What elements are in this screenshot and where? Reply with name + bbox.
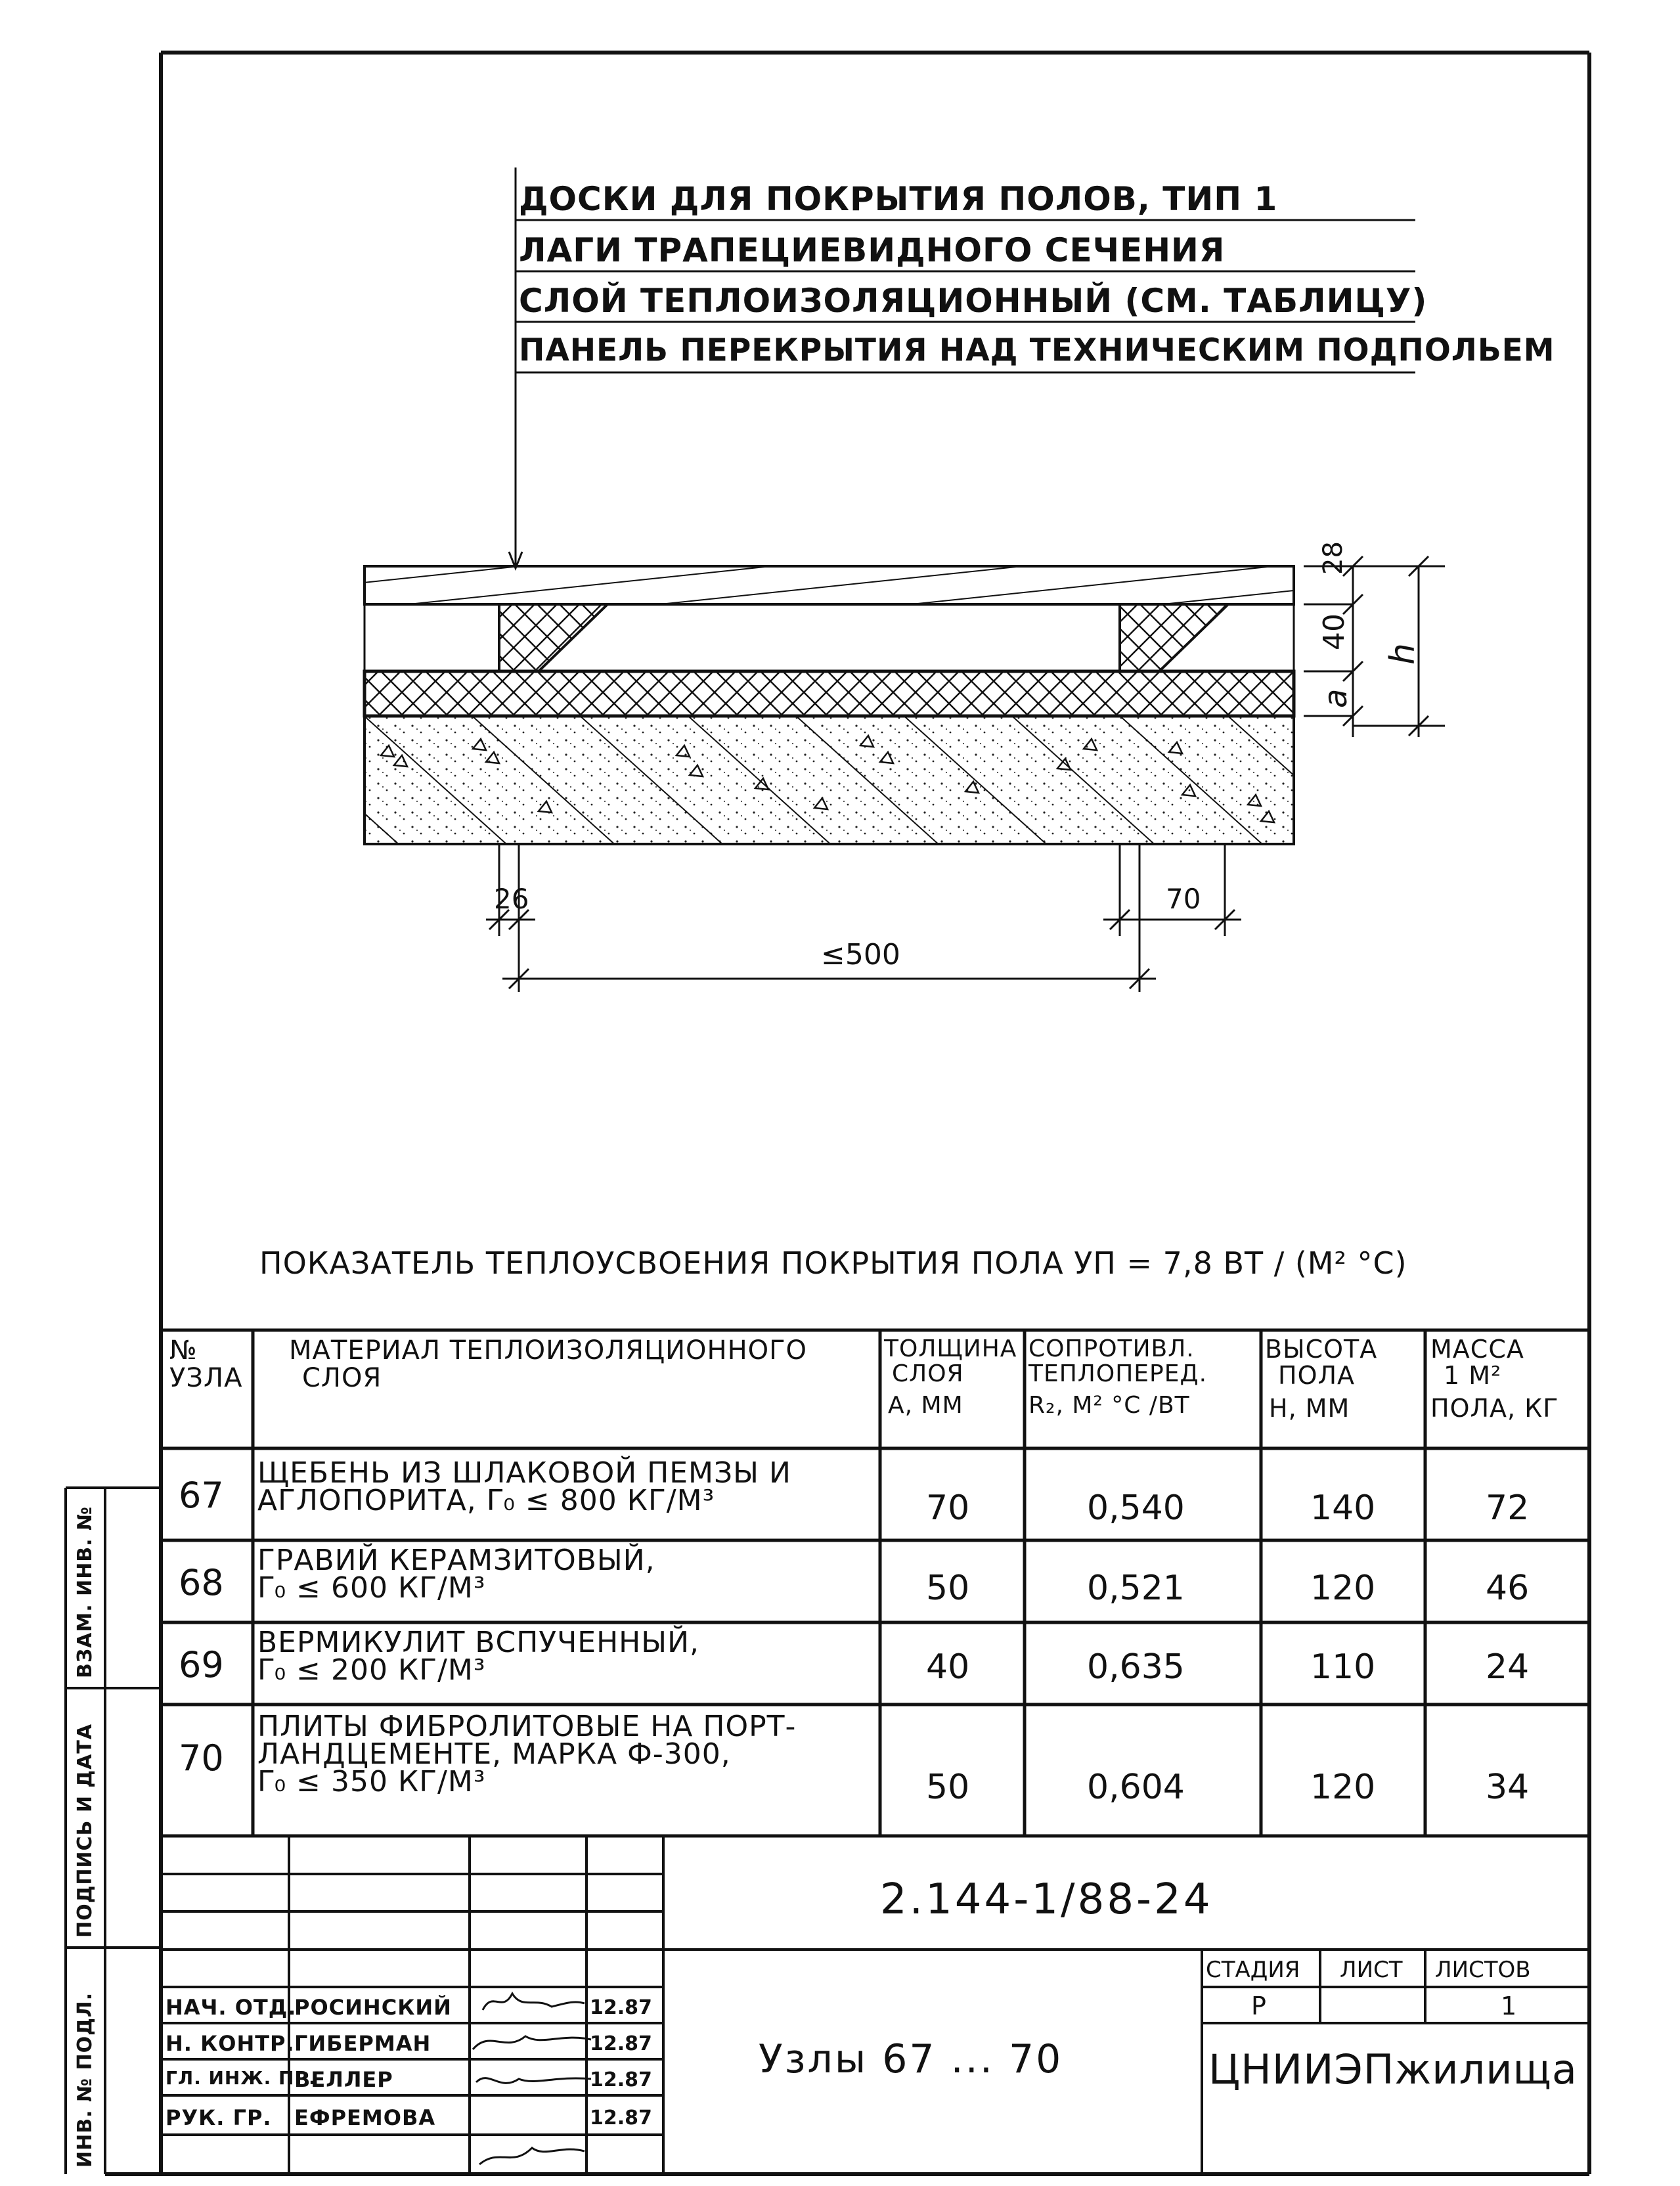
row-material: ГРАВИЙ КЕРАМЗИТОВЫЙ, Γ₀ ≤ 600 КГ/М³ — [257, 1544, 655, 1605]
joist-right — [1120, 604, 1228, 671]
row-thickness: 40 — [926, 1647, 970, 1687]
row-material: ПЛИТЫ ФИБРОЛИТОВЫЕ НА ПОРТ- ЛАНДЦЕМЕНТЕ, МАРКА Ф-300, Γ₀ ≤ 350 КГ/М³ — [257, 1710, 797, 1798]
signature-role: РУК. ГР. — [166, 2105, 272, 2130]
signature-role: НАЧ. ОТД. — [166, 1995, 297, 2020]
side-signature-date: ПОДПИСЬ И ДАТА — [74, 1723, 97, 1938]
organization: ЦНИИЭПжилища — [1208, 2045, 1578, 2093]
signature-name: ВЕЛЛЕР — [294, 2067, 393, 2092]
side-replaced-number: ВЗАМ. ИНВ. № — [74, 1506, 97, 1678]
row-thickness: 70 — [926, 1488, 970, 1528]
document-code: 2.144-1/88-24 — [880, 1875, 1213, 1924]
sheets-label: ЛИСТОВ — [1435, 1957, 1531, 1983]
signature-date: 12.87 — [590, 2107, 652, 2130]
row-resistance: 0,635 — [1087, 1647, 1185, 1687]
row-material: ЩЕБЕНЬ ИЗ ШЛАКОВОЙ ПЕМЗЫ И АГЛОПОРИТА, Γ₀ ≤ 800 КГ/М³ — [257, 1456, 791, 1517]
row-resistance: 0,540 — [1087, 1488, 1185, 1528]
header-resistance: СОПРОТИВЛ. ТЕПЛОПЕРЕД. R₂, М² °С /ВТ — [1028, 1335, 1208, 1419]
signature-name: ГИБЕРМАН — [294, 2031, 431, 2056]
dim-joist-top: 70 — [1166, 883, 1201, 915]
sheet-frame — [105, 53, 1589, 2174]
floor-section — [365, 566, 1294, 844]
header-thickness: ТОЛЩИНА СЛОЯ A, ММ — [884, 1335, 1017, 1419]
row-height: 140 — [1310, 1488, 1376, 1528]
stage-value: Р — [1251, 1992, 1266, 2020]
row-resistance: 0,604 — [1087, 1768, 1185, 1807]
row-thickness: 50 — [926, 1768, 970, 1807]
row-mass: 72 — [1486, 1488, 1530, 1528]
dim-spacing: ≤500 — [821, 938, 900, 971]
stage-label: СТАДИЯ — [1206, 1957, 1300, 1983]
dim-total-height: h — [1383, 643, 1423, 665]
floor-boards — [365, 566, 1294, 604]
signature-date: 12.87 — [590, 2032, 652, 2055]
header-node: № УЗЛА — [169, 1335, 243, 1393]
row-mass: 24 — [1486, 1647, 1530, 1687]
leader-joists: ЛАГИ ТРАПЕЦИЕВИДНОГО СЕЧЕНИЯ — [519, 231, 1226, 269]
signature-name: РОСИНСКИЙ — [294, 1995, 452, 2020]
heat-absorption-note: ПОКАЗАТЕЛЬ ТЕПЛОУСВОЕНИЯ ПОКРЫТИЯ ПОЛА УП = 7,8 ВТ / (М² °С) — [259, 1245, 1407, 1281]
signature-role: Н. КОНТР. — [166, 2031, 295, 2056]
sheets-value: 1 — [1501, 1992, 1517, 2020]
signature-role: ГЛ. ИНЖ. ПР. — [166, 2067, 317, 2089]
leader-boards: ДОСКИ ДЛЯ ПОКРЫТИЯ ПОЛОВ, ТИП 1 — [519, 180, 1278, 218]
row-mass: 46 — [1486, 1569, 1530, 1608]
row-material: ВЕРМИКУЛИТ ВСПУЧЕННЫЙ, Γ₀ ≤ 200 КГ/М³ — [257, 1626, 699, 1687]
row-height: 120 — [1310, 1569, 1376, 1608]
dim-board-thickness: 28 — [1318, 541, 1348, 575]
row-height: 110 — [1310, 1647, 1376, 1687]
signature-date: 12.87 — [590, 1996, 652, 2019]
row-thickness: 50 — [926, 1569, 970, 1608]
header-mass: МАССА 1 М² ПОЛА, КГ — [1430, 1335, 1559, 1423]
signature-name: ЕФРЕМОВА — [294, 2105, 436, 2130]
dim-joist-bottom: 26 — [494, 883, 529, 915]
row-height: 120 — [1310, 1768, 1376, 1807]
row-node: 68 — [179, 1562, 224, 1603]
row-node: 67 — [179, 1475, 224, 1516]
row-node: 69 — [179, 1644, 224, 1685]
dim-joist-height: 40 — [1317, 613, 1351, 650]
signature-marks — [473, 1994, 591, 2164]
insulation-layer — [365, 671, 1294, 716]
signature-date: 12.87 — [590, 2068, 652, 2091]
dim-insulation: a — [1317, 688, 1354, 708]
row-resistance: 0,521 — [1087, 1569, 1185, 1608]
row-mass: 34 — [1486, 1768, 1530, 1807]
sheet-title: Узлы 67 ... 70 — [759, 2036, 1063, 2082]
sheet-label: ЛИСТ — [1340, 1957, 1403, 1983]
leader-insulation: СЛОЙ ТЕПЛОИЗОЛЯЦИОННЫЙ (СМ. ТАБЛИЦУ) — [519, 282, 1428, 320]
header-height: ВЫСОТА ПОЛА H, ММ — [1265, 1335, 1378, 1423]
joist-left — [499, 604, 608, 671]
header-material: МАТЕРИАЛ ТЕПЛОИЗОЛЯЦИОННОГО СЛОЯ — [289, 1335, 808, 1393]
side-original-number: ИНВ. № ПОДЛ. — [74, 1992, 97, 2168]
row-node: 70 — [179, 1737, 224, 1779]
leader-panel: ПАНЕЛЬ ПЕРЕКРЫТИЯ НАД ТЕХНИЧЕСКИМ ПОДПОЛЬЕМ — [519, 332, 1555, 368]
